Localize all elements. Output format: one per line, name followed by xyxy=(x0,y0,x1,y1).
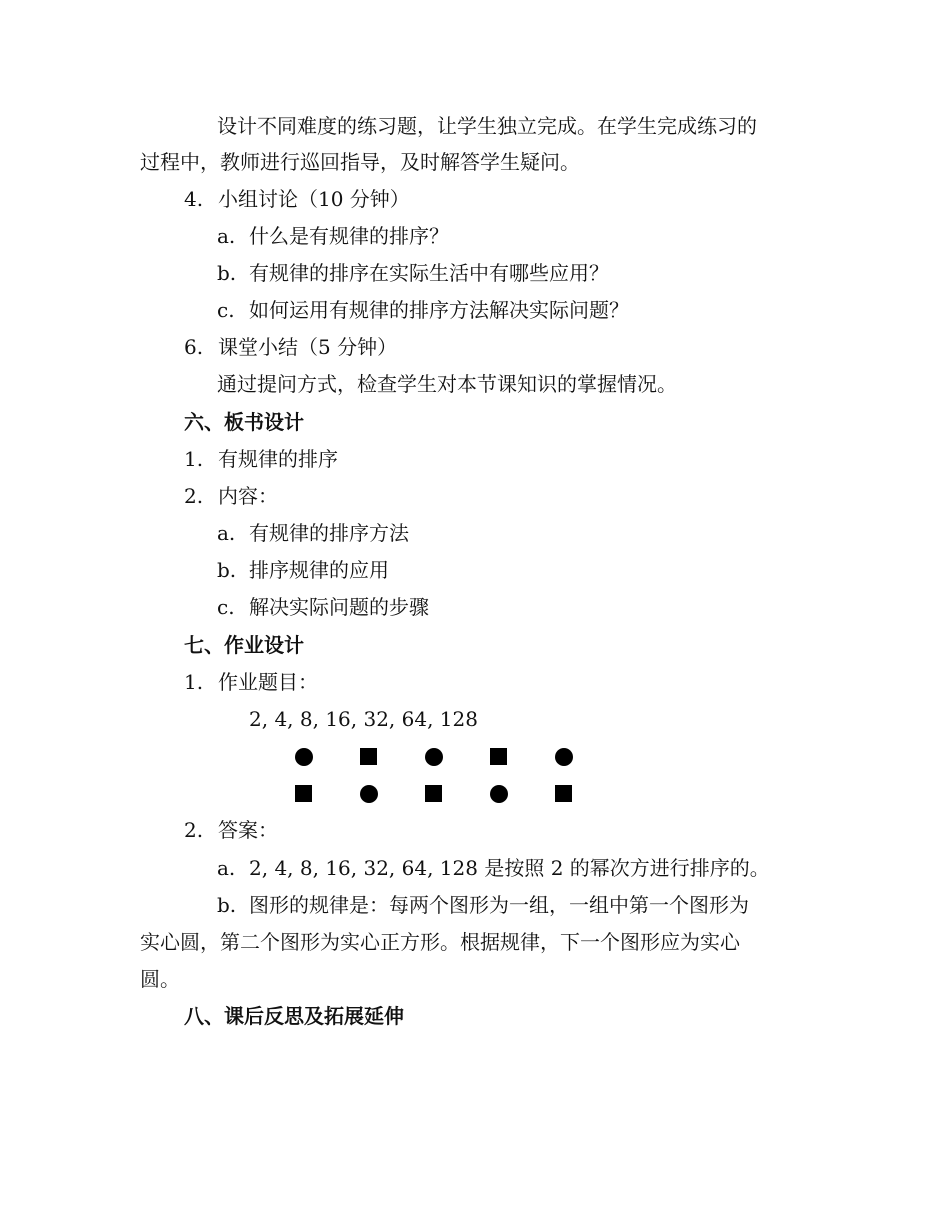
list-marker: a. xyxy=(217,224,236,248)
discussion-question-b xyxy=(217,259,609,287)
summary-text: 通过提问方式，检查学生对本节课知识的掌握情况。 xyxy=(217,372,677,396)
blackboard-sub-text: 排序规律的应用 xyxy=(249,558,389,582)
shape-row-1 xyxy=(0,748,950,768)
blackboard-sub-text: 有规律的排序方法 xyxy=(249,521,409,545)
answer-a-text: 2, 4, 8, 16, 32, 64, 128 是按照 2 的幂次方进行排序的。 xyxy=(249,856,770,880)
blackboard-item-2 xyxy=(184,482,278,510)
list-marker: b. xyxy=(217,558,237,582)
blackboard-sub-text: 解决实际问题的步骤 xyxy=(249,595,429,619)
list-marker: c. xyxy=(217,595,235,619)
list-number: 4. xyxy=(184,187,204,211)
answer-b-text: 图形的规律是：每两个图形为一组，一组中第一个图形为 xyxy=(249,893,749,917)
summary-item xyxy=(184,333,397,361)
list-number: 2. xyxy=(184,484,204,508)
blackboard-sub-item-a xyxy=(217,519,409,547)
answer-a xyxy=(217,854,770,882)
solid-square-shape xyxy=(425,785,442,802)
group-discussion-title: 小组讨论（10 分钟） xyxy=(218,187,410,211)
answer-b-line-2: 实心圆，第二个图形为实心正方形。根据规律，下一个图形应为实心 xyxy=(140,930,740,954)
solid-circle-shape xyxy=(360,785,378,803)
homework-item-1 xyxy=(184,668,318,696)
solid-circle-shape xyxy=(425,748,443,766)
blackboard-item-text: 有规律的排序 xyxy=(218,447,338,471)
section-heading-blackboard: 六、板书设计 xyxy=(184,410,304,434)
list-marker: a. xyxy=(217,856,236,880)
group-discussion-item xyxy=(184,185,410,213)
solid-square-shape xyxy=(295,785,312,802)
list-marker: b. xyxy=(217,893,237,917)
section-heading-reflection: 八、课后反思及拓展延伸 xyxy=(184,1004,404,1028)
solid-square-shape xyxy=(360,748,377,765)
list-number: 1. xyxy=(184,447,204,471)
blackboard-item-1 xyxy=(184,445,338,473)
homework-item-text: 作业题目： xyxy=(218,670,318,694)
section-heading-homework: 七、作业设计 xyxy=(184,633,304,657)
discussion-question-c xyxy=(217,296,629,324)
homework-item-2 xyxy=(184,816,278,844)
solid-square-shape xyxy=(555,785,572,802)
answer-b-line-1 xyxy=(217,891,749,919)
solid-circle-shape xyxy=(490,785,508,803)
blackboard-item-text: 内容： xyxy=(218,484,278,508)
shape-row-2 xyxy=(0,785,950,805)
solid-circle-shape xyxy=(555,748,573,766)
number-sequence: 2, 4, 8, 16, 32, 64, 128 xyxy=(249,707,478,731)
solid-square-shape xyxy=(490,748,507,765)
blackboard-sub-item-c xyxy=(217,593,429,621)
list-marker: a. xyxy=(217,521,236,545)
intro-paragraph-line-2: 过程中，教师进行巡回指导，及时解答学生疑问。 xyxy=(140,150,580,174)
discussion-question-a xyxy=(217,222,449,250)
list-number: 1. xyxy=(184,670,204,694)
intro-paragraph-line-1: 设计不同难度的练习题，让学生独立完成。在学生完成练习的 xyxy=(217,114,757,138)
blackboard-sub-item-b xyxy=(217,556,389,584)
list-number: 6. xyxy=(184,335,204,359)
discussion-question-text: 有规律的排序在实际生活中有哪些应用？ xyxy=(249,261,609,285)
list-marker: b. xyxy=(217,261,237,285)
list-number: 2. xyxy=(184,818,204,842)
answer-b-line-3: 圆。 xyxy=(140,967,180,991)
homework-item-text: 答案： xyxy=(218,818,278,842)
summary-title: 课堂小结（5 分钟） xyxy=(218,335,398,359)
list-marker: c. xyxy=(217,298,235,322)
solid-circle-shape xyxy=(295,748,313,766)
discussion-question-text: 什么是有规律的排序？ xyxy=(249,224,449,248)
discussion-question-text: 如何运用有规律的排序方法解决实际问题？ xyxy=(249,298,629,322)
